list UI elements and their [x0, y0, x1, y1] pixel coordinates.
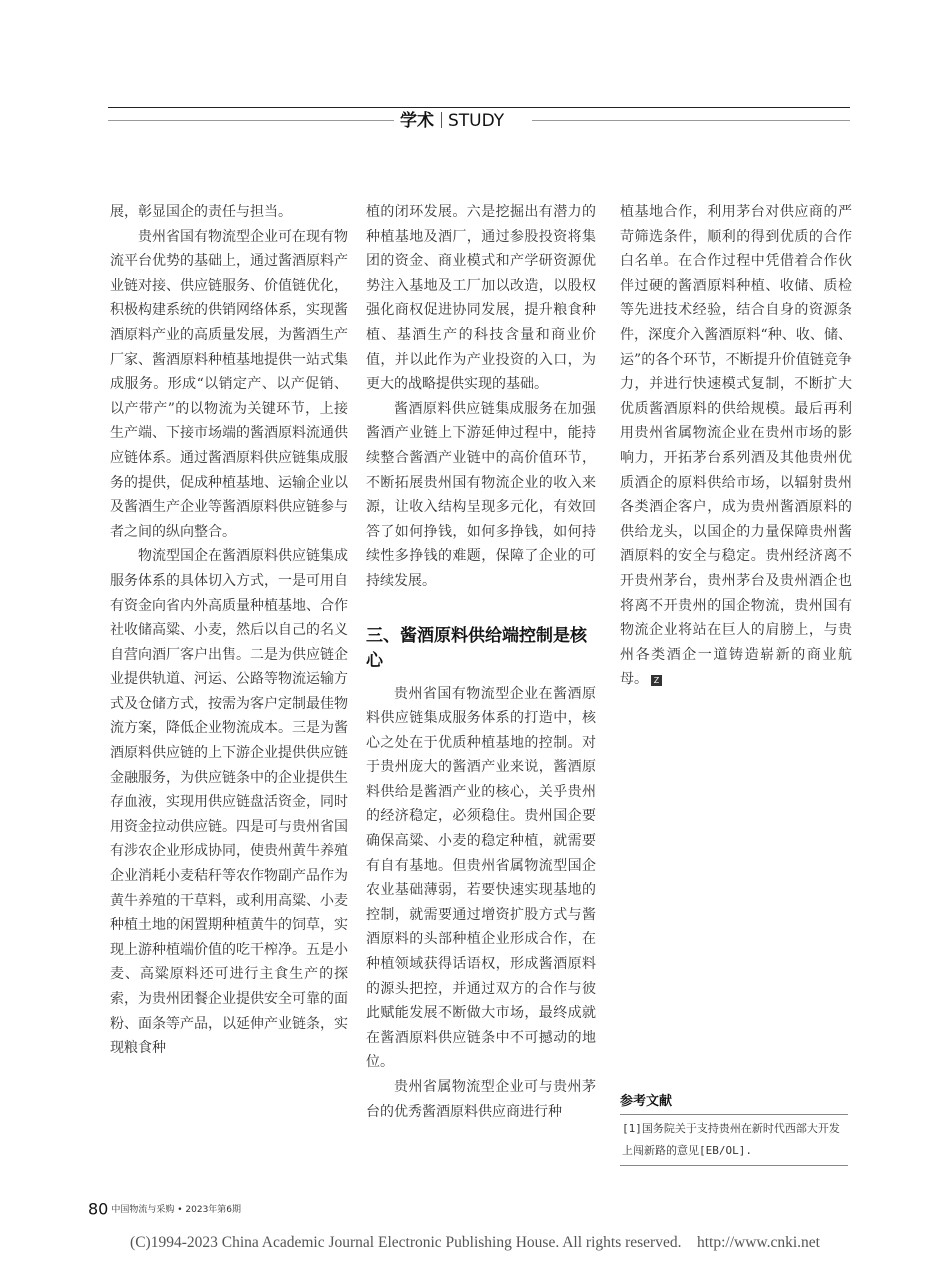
column-3	[620, 200, 852, 692]
column-1	[110, 200, 348, 1061]
paragraph: 贵州省国有物流型企业在酱酒原料供应链集成服务体系的打造中，核心之处在于优质种植基地的控制。对于贵州庞大的酱酒产业来说，酱酒原料供给是酱酒产业的核心，关乎贵州的经济稳定，必须稳住。贵州国企要确保高粱、小麦的稳定种植，就需要有自有基地。但贵州省属物流型国企农业基础薄弱，若要快速实现基地的控制，就需要通过增资扩股方式与酱酒原料的头部种植企业形成合作，在种植领域获得话语权，形成酱酒原料的源头把控，并通过双方的合作与彼此赋能发展不断做大市场，最终成就在酱酒原料供应链条中不可撼动的地位。	[366, 685, 596, 1071]
journal-info: 中国物流与采购 • 2023年第6期	[111, 1204, 242, 1215]
paragraph: 贵州省属物流型企业可与贵州茅台的优秀酱酒原料供应商进行种	[366, 1079, 596, 1120]
column-2	[366, 200, 596, 1124]
page-number: 80	[88, 1199, 109, 1219]
paragraph: 植的闭环发展。六是挖掘出有潜力的种植基地及酒厂，通过参股投资将集团的资金、商业模式和产学研资源优势注入基地及工厂加以改造，以股权强化商权促进协同发展，提升粮食种植、基酒生产的科技含量和商业价值，并以此作为产业投资的入口，为更大的战略提供实现的基础。	[366, 204, 596, 393]
end-mark-icon: Z	[651, 675, 662, 686]
header-thin-rule-right	[532, 120, 850, 121]
references	[620, 1092, 848, 1166]
section-heading: 三、酱酒原料供给端控制是核心	[366, 625, 587, 671]
reference-item: [1]国务院关于支持贵州在新时代西部大开发上闯新路的意见[EB/OL].	[620, 1114, 848, 1166]
paragraph-text: 植基地合作，利用茅台对供应商的严苛筛选条件，顺利的得到优质的合作白名单。在合作过程中凭借着合作伙伴过硬的酱酒原料种植、收储、质检等先进技术经验，结合自身的资源条件，深度介入酱酒原料“种、收、储、运”的各个环节，不断提升价值链竞争力，并进行快速模式复制，不断扩大优质酱酒原料的供给规模。最后再利用贵州省属物流企业在贵州市场的影响力，开拓茅台系列酒及其他贵州优质酒企的原料供给市场，以辐射贵州各类酒企客户，成为贵州酱酒原料的供给龙头，以国企的力量保障贵州酱酒原料的安全与稳定。贵州经济离不开贵州茅台，贵州茅台及贵州酒企也将离不开贵州的国企物流，贵州国有物流企业将站在巨人的肩膀上，与贵州各类酒企一道铸造崭新的商业航母。	[620, 204, 852, 688]
section-title-en: STUDY	[448, 111, 505, 131]
section-header	[400, 109, 504, 133]
paragraph	[620, 200, 852, 692]
header-thin-rule-left	[108, 120, 394, 121]
paragraph: 酱酒原料供应链集成服务在加强酱酒产业链上下游延伸过程中，能持续整合酱酒产业链中的高价值环节，不断拓展贵州国有物流企业的收入来源，让收入结构呈现多元化，有效回答了如何挣钱，如何多挣钱，如何持续性多挣钱的难题，保障了企业的可持续发展。	[366, 400, 596, 589]
references-title: 参考文献	[620, 1094, 673, 1109]
paragraph: 展，彰显国企的责任与担当。	[110, 204, 292, 220]
paragraph: 贵州省国有物流型企业可在现有物流平台优势的基础上，通过酱酒原料产业链对接、供应链服务、价值链优化，积极构建系统的供销网络体系，实现酱酒原料产业的高质量发展，为酱酒生产厂家、酱酒原料种植基地提供一站式集成服务。形成“以销定产、以产促销、以产带产”的以物流为关键环节，上接生产端、下接市场端的酱酒原料流通供应链体系。通过酱酒原料供应链集成服务的提供，促成种植基地、运输企业以及酱酒生产企业等酱酒原料供应链参与者之间的纵向整合。	[110, 228, 348, 540]
page-footer	[88, 1198, 241, 1220]
copyright-notice: (C)1994-2023 China Academic Journal Electronic Publishing House. All rights reserved. http://www.cnki.net	[130, 1234, 820, 1251]
section-divider	[441, 112, 442, 128]
paragraph: 物流型国企在酱酒原料供应链集成服务体系的具体切入方式，一是可用自有资金向省内外高质量种植基地、合作社收储高粱、小麦，然后以自己的名义自营向酒厂客户出售。二是为供应链企业提供轨道、河运、公路等物流运输方式及仓储方式，按需为客户定制最佳物流方案，降低企业物流成本。三是为酱酒原料供应链的上下游企业提供供应链金融服务，为供应链条中的企业提供生存血液，实现用供应链盘活资金，同时用资金拉动供应链。四是可与贵州省国有涉农企业形成协同，使贵州黄牛养殖企业消耗小麦秸秆等农作物副产品作为黄牛养殖的干草料，或利用高粱、小麦种植土地的闲置期种植黄牛的饲草，实现上游种植端价值的吃干榨净。五是小麦、高粱原料还可进行主食生产的探索，为贵州团餐企业提供安全可靠的面粉、面条等产品，以延伸产业链条，实现粮食种	[110, 548, 348, 1057]
header-rule	[108, 107, 850, 108]
section-title-cn: 学术	[400, 111, 434, 131]
